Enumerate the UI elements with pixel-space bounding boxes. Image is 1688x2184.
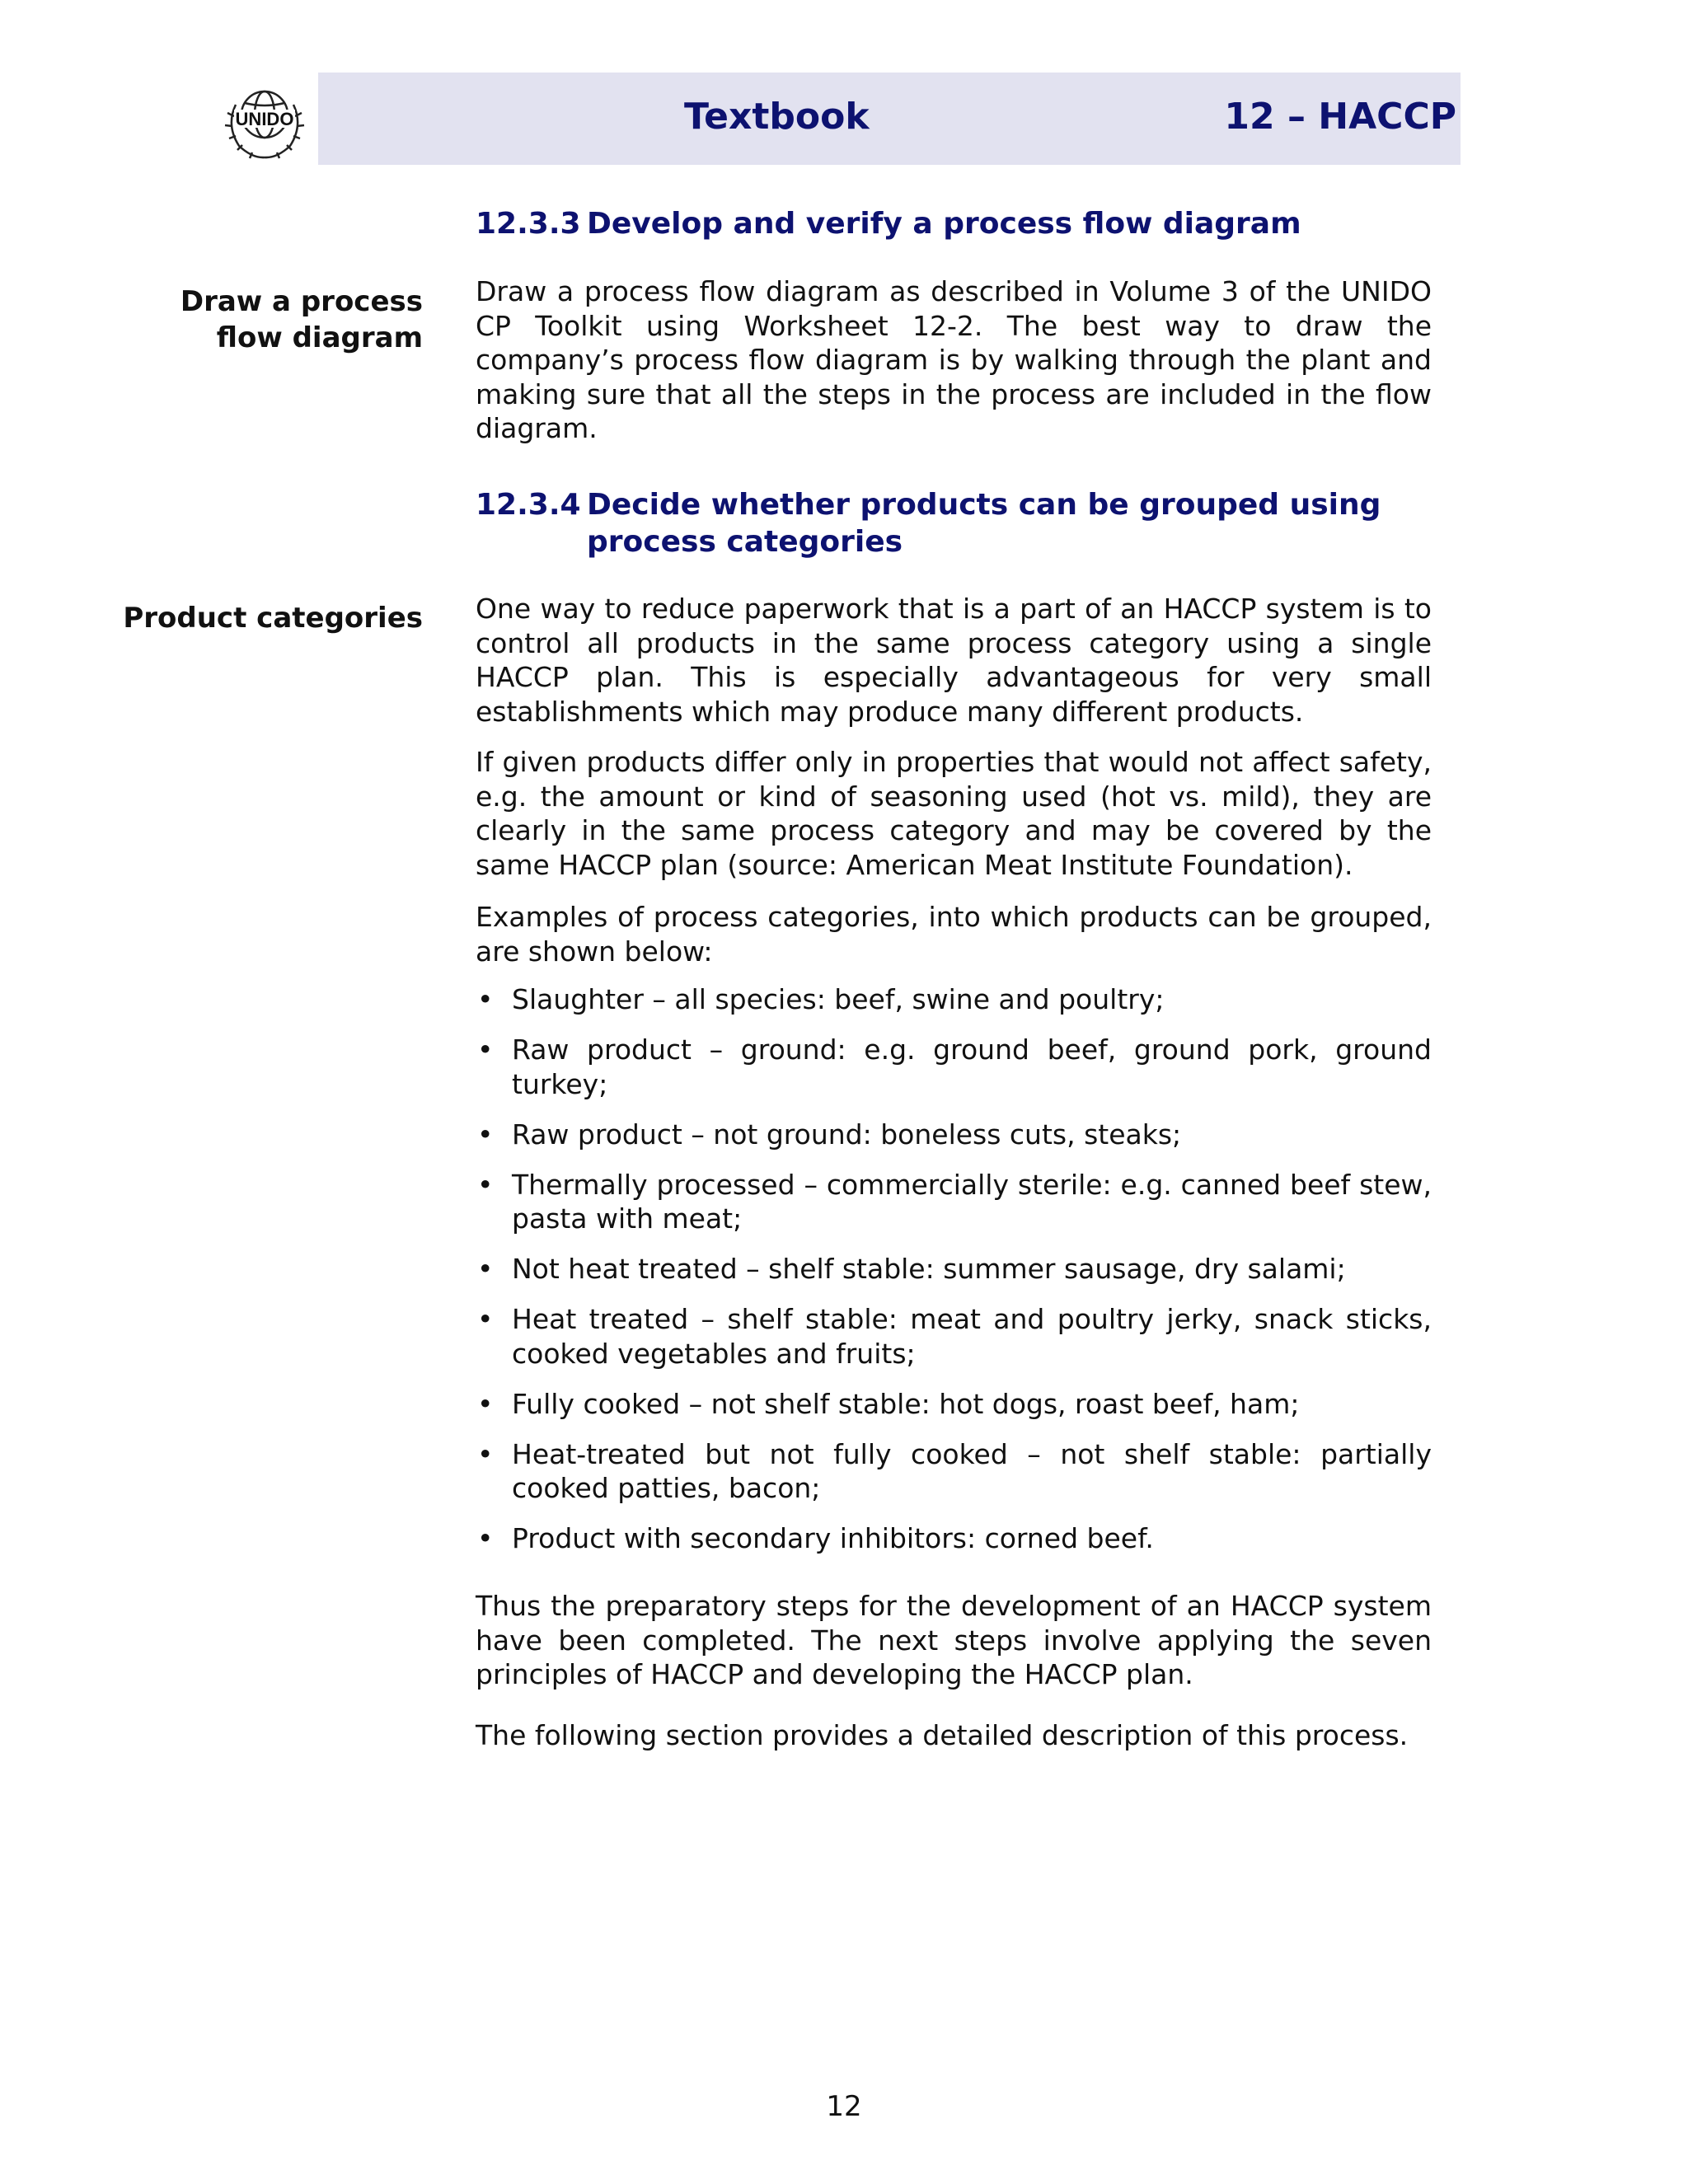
list-item: • Heat-treated but not fully cooked – not shelf stable: partially cooked patties, bacon;: [477, 1437, 1432, 1504]
section-title-12-3-4-line1: Decide whether products can be grouped using: [587, 488, 1381, 522]
paragraph-examples-intro: Examples of process categories, into which products can be grouped, are shown below:: [476, 901, 1432, 968]
list-item: • Product with secondary inhibitors: corned beef.: [477, 1522, 1154, 1554]
list-item: • Fully cooked – not shelf stable: hot dogs, roast beef, ham;: [477, 1387, 1300, 1420]
list-item: • Slaughter – all species: beef, swine and poultry;: [477, 983, 1165, 1015]
bullet-icon: •: [477, 1303, 494, 1335]
paragraph-preparatory-steps: Thus the preparatory steps for the development of an HACCP system have been completed. The next steps involve applying the seven principles of HACCP and developing the HACCP plan.: [476, 1590, 1432, 1690]
list-item: • Not heat treated – shelf stable: summer sausage, dry salami;: [477, 1253, 1346, 1285]
paragraph-process-flow: Draw a process flow diagram as described in Volume 3 of the UNIDO CP Toolkit using Worksheet 12-2. The best way to draw the company’s process flow diagram is by walking through the plant and making sure that all the steps in the process are included in the flow diagram.: [476, 275, 1432, 444]
paragraph-same-process-category: If given products differ only in properties that would not affect safety, e.g. the amount or kind of seasoning used (hot vs. mild), they are clearly in the same process category and may be covered by the same HACCP plan (source: American Meat Institute Foundation).: [476, 746, 1432, 881]
header-chapter: 12 – HACCP: [1224, 96, 1456, 138]
list-item: • Heat treated – shelf stable: meat and poultry jerky, snack sticks, cooked vegetables and fruits;: [477, 1303, 1432, 1370]
bullet-icon: •: [477, 1253, 494, 1285]
section-title-12-3-4-line2: process categories: [587, 525, 903, 559]
bullet-icon: •: [477, 983, 494, 1015]
section-number-12-3-4: 12.3.4: [476, 488, 581, 522]
bullet-icon: •: [477, 1522, 494, 1554]
list-item: • Raw product – ground: e.g. ground beef, ground pork, ground turkey;: [477, 1033, 1432, 1100]
margin-note-draw-process-flow-diagram: Draw a process flow diagram: [180, 285, 423, 354]
unido-logo: [219, 80, 310, 162]
header-title: Textbook: [684, 96, 870, 138]
bullet-icon: •: [477, 1118, 494, 1151]
section-number-12-3-3: 12.3.3: [476, 207, 581, 241]
un-emblem-icon: [219, 80, 310, 162]
list-item: • Thermally processed – commercially sterile: e.g. canned beef stew, pasta with meat;: [477, 1168, 1432, 1235]
bullet-icon: •: [477, 1437, 494, 1470]
svg-text:UNIDO: UNIDO: [235, 109, 294, 129]
paragraph-following-section: The following section provides a detailed description of this process.: [476, 1719, 1409, 1751]
page-number: 12: [826, 2090, 862, 2123]
process-category-list: [476, 982, 1432, 1572]
bullet-icon: •: [477, 1387, 494, 1420]
list-item: • Raw product – not ground: boneless cuts, steaks;: [477, 1118, 1182, 1151]
bullet-icon: •: [477, 1168, 494, 1201]
margin-note-product-categories: Product categories: [123, 602, 423, 635]
bullet-icon: •: [477, 1033, 494, 1066]
section-title-12-3-3: Develop and verify a process flow diagram: [587, 207, 1301, 241]
paragraph-reduce-paperwork: One way to reduce paperwork that is a part of an HACCP system is to control all products in the same process category using a single HACCP plan. This is especially advantageous for very small establishments which may produce many different products.: [476, 593, 1432, 728]
